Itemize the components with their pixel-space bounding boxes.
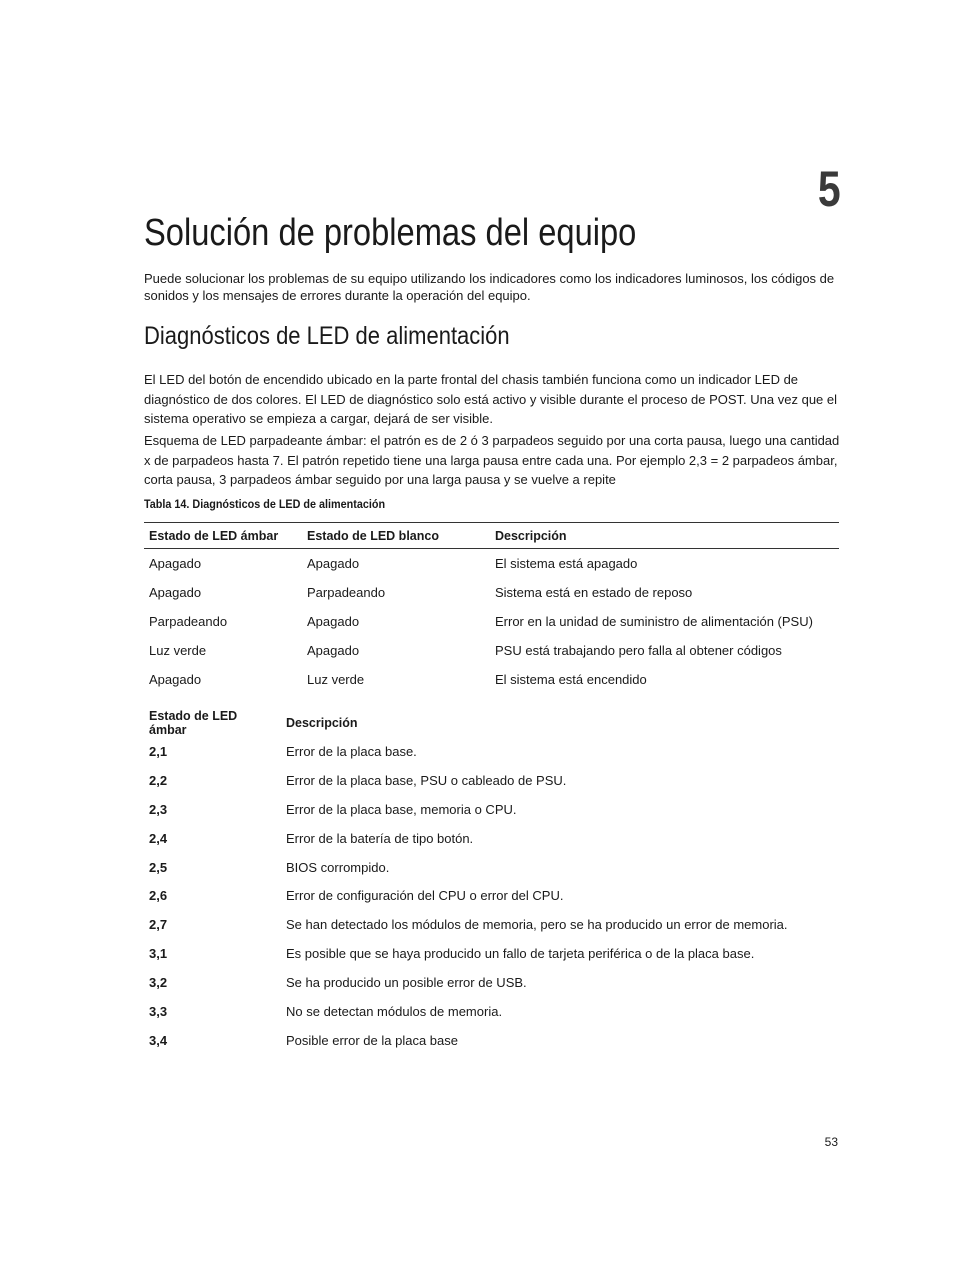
description-cell: BIOS corrompido. bbox=[286, 859, 390, 875]
amber-state-cell: Apagado bbox=[149, 585, 202, 600]
amber-state-cell: Parpadeando bbox=[149, 614, 228, 629]
description-cell: El sistema está encendido bbox=[495, 672, 647, 687]
description-cell: PSU está trabajando pero falla al obtener códigos bbox=[495, 643, 782, 658]
table-row bbox=[144, 549, 839, 579]
description-cell: Se ha producido un posible error de USB. bbox=[286, 975, 527, 991]
amber-state-cell: Apagado bbox=[149, 672, 202, 687]
description-cell: Error de la batería de tipo botón. bbox=[286, 830, 474, 846]
table-row bbox=[144, 910, 839, 939]
intro-paragraph: Puede solucionar los problemas de su equipo utilizando los indicadores como los indicadores luminosos, los códigos de sonidos y los mensajes de errores durante la operación del equipo. bbox=[144, 271, 835, 303]
section-title: Diagnósticos de LED de alimentación bbox=[144, 322, 510, 350]
blink-code-cell: 3,2 bbox=[149, 975, 168, 991]
description-cell: Error de la placa base, PSU o cableado de PSU. bbox=[286, 772, 567, 788]
page-title: Solución de problemas del equipo bbox=[144, 212, 637, 254]
table-header-row bbox=[144, 523, 839, 549]
table-caption: Tabla 14. Diagnósticos de LED de alimentación bbox=[144, 497, 386, 511]
table-row bbox=[144, 665, 839, 694]
table-header-row bbox=[144, 708, 839, 737]
white-state-cell: Apagado bbox=[307, 643, 360, 658]
description-cell: No se detectan módulos de memoria. bbox=[286, 1003, 503, 1019]
blink-code-cell: 2,3 bbox=[149, 801, 168, 817]
white-state-cell: Apagado bbox=[307, 556, 360, 571]
white-state-cell: Luz verde bbox=[307, 672, 365, 687]
description-cell: Error de configuración del CPU o error del CPU. bbox=[286, 888, 564, 904]
description-cell: Error de la placa base. bbox=[286, 743, 417, 759]
amber-state-cell: Luz verde bbox=[149, 643, 207, 658]
description-cell: Error en la unidad de suministro de alimentación (PSU) bbox=[495, 614, 813, 629]
table-row bbox=[144, 824, 839, 853]
header-white-state: Estado de LED blanco bbox=[302, 523, 490, 549]
header-amber-state: Estado de LED ámbar bbox=[144, 523, 302, 549]
header-description: Descripción bbox=[286, 715, 358, 730]
table-row bbox=[144, 939, 839, 968]
description-cell: Posible error de la placa base bbox=[286, 1032, 458, 1048]
description-cell: Sistema está en estado de reposo bbox=[495, 585, 693, 600]
description-cell: Es posible que se haya producido un fallo de tarjeta periférica o de la placa base. bbox=[286, 946, 755, 962]
description-cell: El sistema está apagado bbox=[495, 556, 638, 571]
table-row bbox=[144, 607, 839, 636]
table-row bbox=[144, 578, 839, 607]
blink-code-cell: 3,1 bbox=[149, 946, 168, 962]
blink-code-cell: 2,1 bbox=[149, 743, 168, 759]
table-row bbox=[144, 766, 839, 795]
table-row bbox=[144, 997, 839, 1026]
table-row bbox=[144, 968, 839, 997]
table-row bbox=[144, 636, 839, 665]
white-state-cell: Apagado bbox=[307, 614, 360, 629]
table-row bbox=[144, 795, 839, 824]
white-state-cell: Parpadeando bbox=[307, 585, 386, 600]
table-row bbox=[144, 881, 839, 910]
blink-code-cell: 2,4 bbox=[149, 830, 168, 846]
blink-code-table bbox=[144, 708, 839, 1055]
header-amber-state: Estado de LED ámbar bbox=[149, 708, 238, 737]
page-number: 53 bbox=[824, 1135, 838, 1149]
chapter-number: 5 bbox=[818, 161, 840, 217]
blink-code-cell: 2,5 bbox=[149, 859, 168, 875]
table-row bbox=[144, 737, 839, 766]
blink-code-cell: 2,6 bbox=[149, 888, 168, 904]
led-description-paragraph: El LED del botón de encendido ubicado en la parte frontal del chasis también funciona como un indicador LED de diagnóstico de dos colores. El LED de diagnóstico solo está activo y visible durante el proceso de POST. Una vez que el sistema operativo se empieza a cargar, dejará de ser visible. bbox=[144, 372, 838, 426]
blink-code-cell: 2,2 bbox=[149, 772, 168, 788]
description-cell: Se han detectado los módulos de memoria, pero se ha producido un error de memoria. bbox=[286, 917, 788, 933]
led-status-table bbox=[144, 522, 839, 694]
amber-state-cell: Apagado bbox=[149, 556, 202, 571]
blink-code-cell: 2,7 bbox=[149, 917, 168, 933]
header-description: Descripción bbox=[490, 523, 839, 549]
description-cell: Error de la placa base, memoria o CPU. bbox=[286, 801, 517, 817]
blink-code-cell: 3,4 bbox=[149, 1032, 168, 1048]
table-row bbox=[144, 1026, 839, 1055]
blink-code-cell: 3,3 bbox=[149, 1003, 168, 1019]
table-row bbox=[144, 853, 839, 882]
blink-pattern-paragraph: Esquema de LED parpadeante ámbar: el patrón es de 2 ó 3 parpadeos seguido por una corta pausa, luego una cantidad x de parpadeos hasta 7. El patrón repetido tiene una larga pausa entre cada una. Por ejemplo 2,3 = 2 parpadeos ámbar, corta pausa, 3 parpadeos ámbar seguido por una larga pausa y se vuelve a repite bbox=[144, 433, 840, 487]
